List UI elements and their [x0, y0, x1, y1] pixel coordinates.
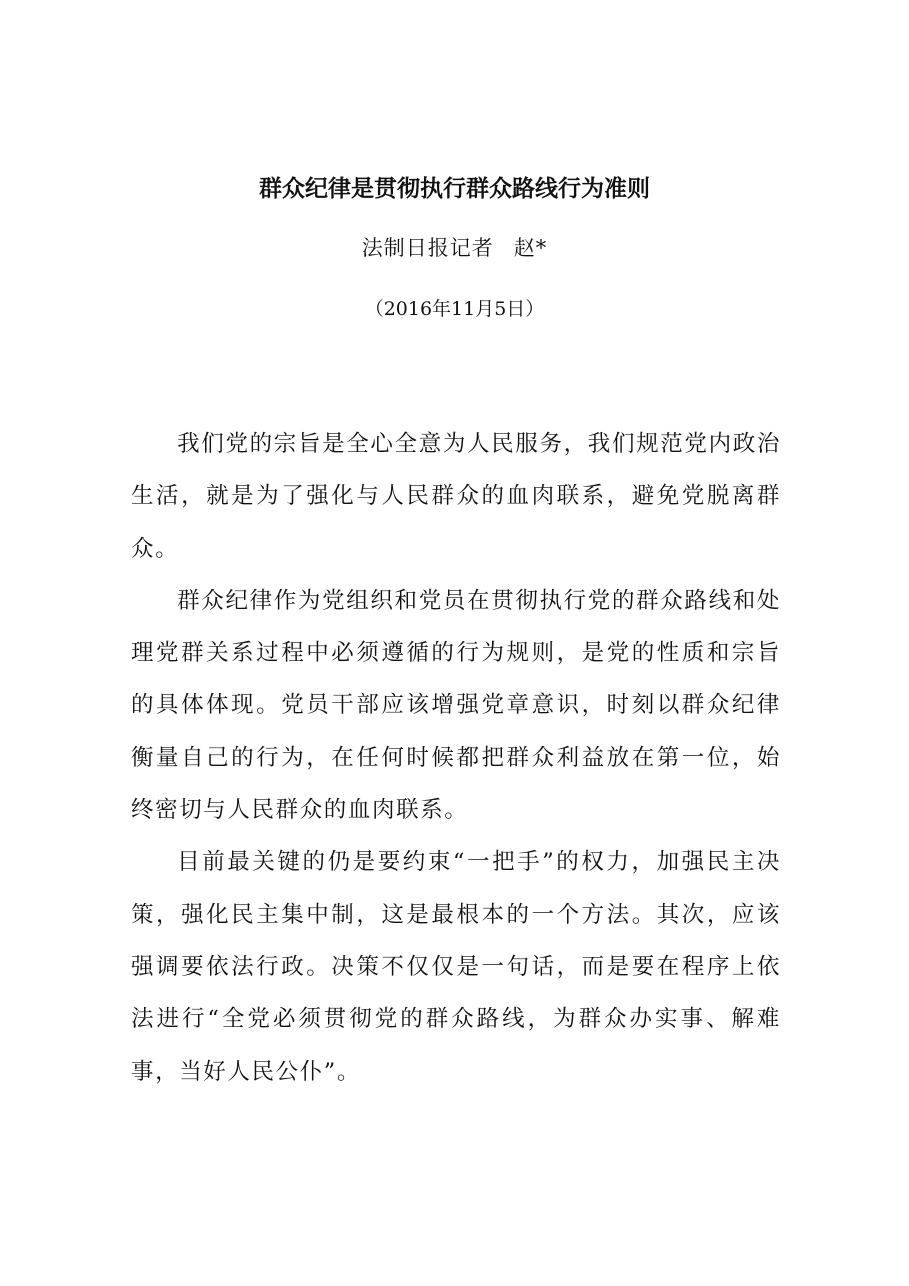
paragraph-2: 群众纪律作为党组织和党员在贯彻执行党的群众路线和处理党群关系过程中必须遵循的行为规则，是党的性质和宗旨的具体体现。党员干部应该增强党章意识，时刻以群众纪律衡量自己的行为，在任何时候都把群众利益放在第一位，始终密切与人民群众的血肉联系。 [131, 587, 781, 824]
document-title: 群众纪律是贯彻执行群众路线行为准则 [259, 175, 650, 202]
paragraph-1: 我们党的宗旨是全心全意为人民服务，我们规范党内政治生活，就是为了强化与人民群众的血肉联系，避免党脱离群众。 [131, 431, 781, 562]
byline-source: 法制日报记者 [361, 236, 494, 260]
byline-author: 赵* [513, 236, 548, 260]
paragraph-3: 目前最关键的仍是要约束“一把手”的权力，加强民主决策，强化民主集中制，这是最根本的一个方法。其次，应该强调要依法行政。决策不仅仅是一句话，而是要在程序上依法进行“全党必须贯彻党的群众路线，为群众办实事、解难事，当好人民公仆”。 [131, 849, 781, 1085]
article-body [131, 418, 781, 1098]
publication-date: （2016年11月5日） [364, 298, 545, 320]
byline [0, 232, 909, 264]
